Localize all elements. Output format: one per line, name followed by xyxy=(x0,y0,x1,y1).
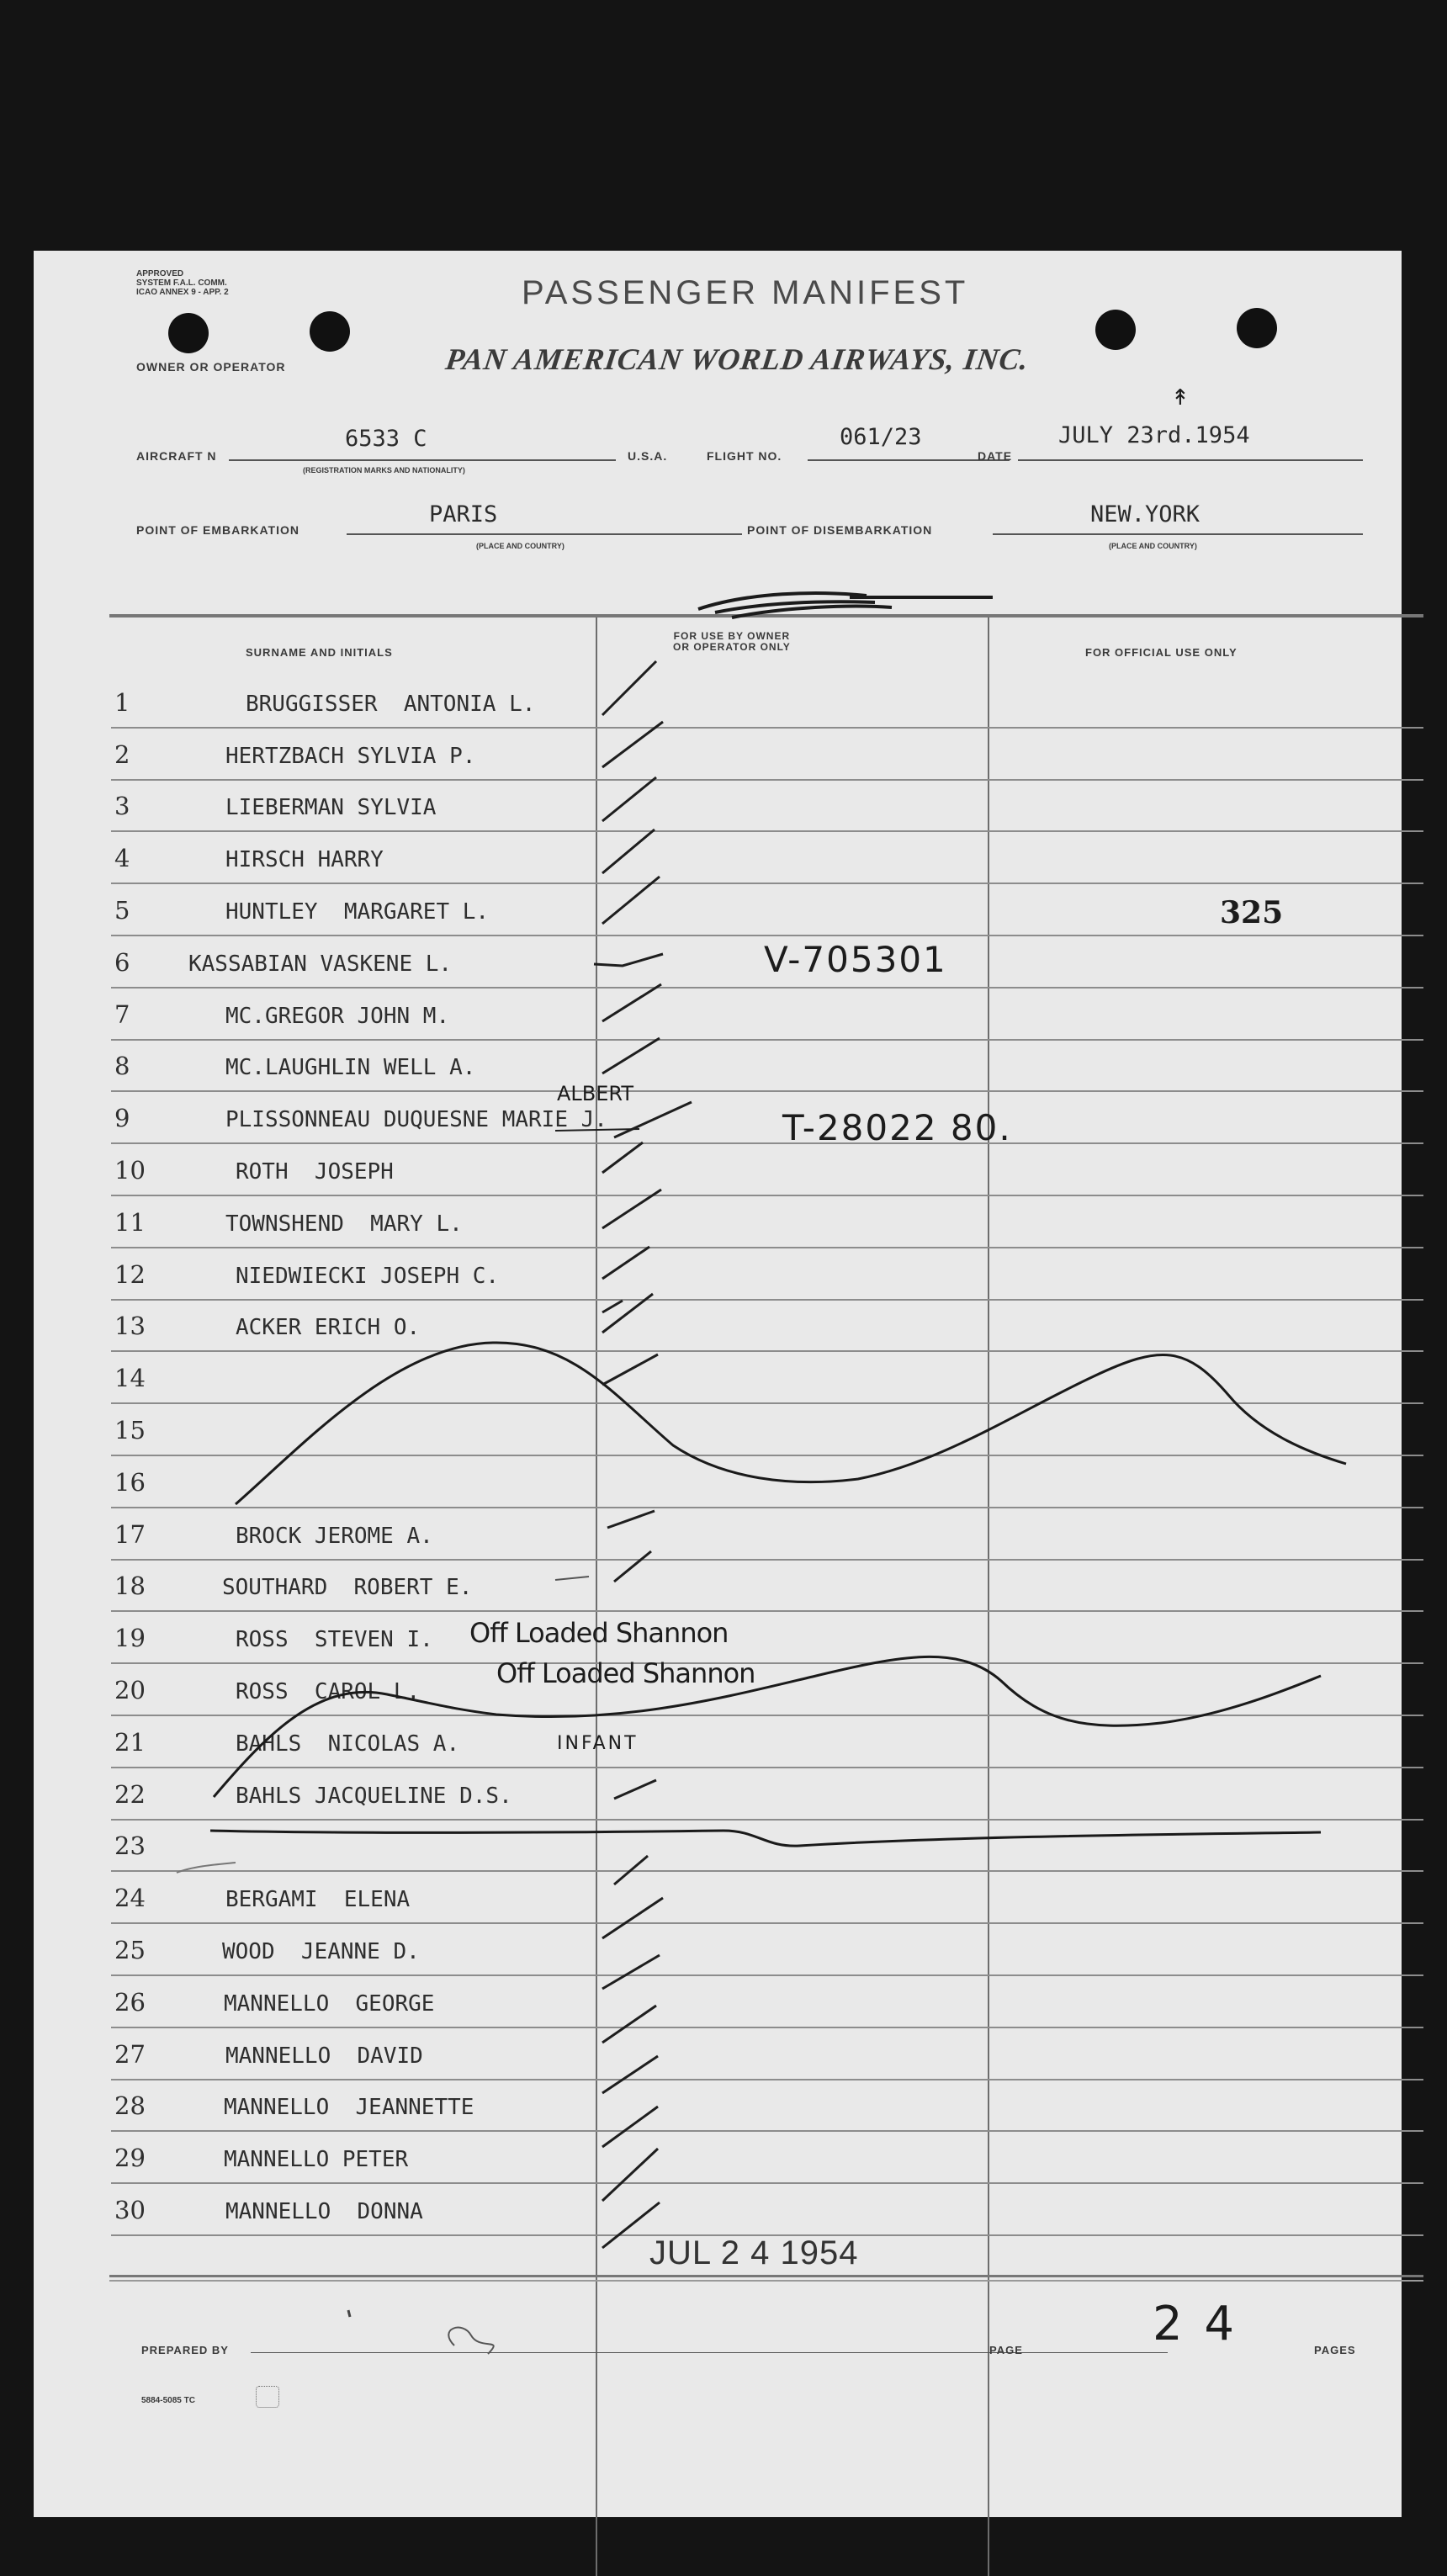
row-number: 17 xyxy=(114,1520,146,1549)
passenger-name: ROSS STEVEN I. xyxy=(236,1627,433,1652)
row-number: 25 xyxy=(114,1936,146,1964)
manifest-sheet xyxy=(34,251,1402,2517)
country-label: U.S.A. xyxy=(628,449,668,463)
passenger-name: TOWNSHEND MARY L. xyxy=(225,1211,463,1237)
row-number: 21 xyxy=(114,1728,146,1757)
row-number: 19 xyxy=(114,1624,146,1652)
embark-value: PARIS xyxy=(429,501,498,527)
passenger-name: MANNELLO DONNA xyxy=(225,2199,423,2224)
passenger-name: MC.GREGOR JOHN M. xyxy=(225,1004,450,1029)
row-number: 15 xyxy=(114,1416,146,1444)
row-number: 4 xyxy=(114,844,130,872)
passenger-name: BAHLS JACQUELINE D.S. xyxy=(236,1784,512,1809)
passenger-name: SOUTHARD ROBERT E. xyxy=(222,1575,473,1600)
check-marks xyxy=(594,661,663,2248)
aircraft-value: 6533 C xyxy=(345,426,427,452)
passenger-name: BAHLS NICOLAS A. xyxy=(236,1731,460,1757)
visa-number-row6: V-705301 xyxy=(764,939,947,980)
form-title: PASSENGER MANIFEST xyxy=(522,274,969,311)
pages-label: PAGES xyxy=(1314,2344,1356,2356)
passenger-name: BERGAMI ELENA xyxy=(225,1887,411,1912)
row-number: 2 xyxy=(114,740,130,769)
void-wave-2 xyxy=(214,1656,1321,1797)
row-number: 28 xyxy=(114,2091,146,2120)
passenger-name: KASSABIAN VASKENE L. xyxy=(188,951,453,977)
aircraft-note: (REGISTRATION MARKS AND NATIONALITY) xyxy=(303,466,465,474)
passenger-name: WOOD JEANNE D. xyxy=(222,1939,420,1964)
date-value: JULY 23rd.1954 xyxy=(1058,422,1250,448)
passenger-name: HUNTLEY MARGARET L. xyxy=(225,899,490,925)
passenger-name: ROTH JOSEPH xyxy=(236,1159,394,1185)
place-note-2: (PLACE AND COUNTRY) xyxy=(1109,542,1197,550)
passenger-name: ROSS CAROL L. xyxy=(236,1679,421,1704)
row-number: 24 xyxy=(114,1884,146,1912)
flight-value: 061/23 xyxy=(840,424,922,450)
row-number: 6 xyxy=(114,948,130,977)
albert-note: ALBERT xyxy=(557,1082,634,1105)
row-number: 3 xyxy=(114,792,130,820)
passenger-name: HERTZBACH SYLVIA P. xyxy=(225,744,476,769)
row-number: 13 xyxy=(114,1312,146,1340)
column-header-official: FOR OFFICIAL USE ONLY xyxy=(1085,646,1238,659)
prepared-underline xyxy=(251,2352,1168,2353)
visa-number-row9: T-28022 80. xyxy=(782,1107,1012,1148)
embark-label: POINT OF EMBARKATION xyxy=(136,523,299,537)
column-header-owner: FOR USE BY OWNER OR OPERATOR ONLY xyxy=(673,630,791,653)
void-line-23 xyxy=(210,1831,1321,1846)
approval-note: APPROVED SYSTEM F.A.L. COMM. ICAO ANNEX 9 - APP. 2 xyxy=(136,269,229,297)
row-number: 9 xyxy=(114,1104,130,1132)
row-number: 5 xyxy=(114,896,130,925)
row-number: 23 xyxy=(114,1831,146,1860)
row-number: 12 xyxy=(114,1260,146,1289)
handwriting-layer xyxy=(34,251,1402,2517)
row-number: 10 xyxy=(114,1156,146,1185)
passenger-name: MANNELLO PETER xyxy=(224,2147,409,2172)
row-number: 8 xyxy=(114,1052,130,1080)
passenger-name: NIEDWIECKI JOSEPH C. xyxy=(236,1264,500,1289)
page-value: 2 4 xyxy=(1153,2297,1238,2351)
handwritten-mark: ↟ xyxy=(1171,385,1190,411)
row-number: 16 xyxy=(114,1468,146,1497)
offloaded-note-20: Off Loaded Shannon xyxy=(496,1657,755,1689)
disembark-value: NEW.YORK xyxy=(1090,501,1201,527)
passenger-name: HIRSCH HARRY xyxy=(225,847,384,872)
row-number: 11 xyxy=(114,1208,146,1237)
offloaded-note-19: Off Loaded Shannon xyxy=(469,1617,729,1649)
aircraft-label: AIRCRAFT N xyxy=(136,449,217,463)
operator-name: PAN AMERICAN WORLD AIRWAYS, INC. xyxy=(443,342,1031,376)
passenger-name: ACKER ERICH O. xyxy=(236,1315,421,1340)
row-number: 30 xyxy=(114,2196,146,2224)
row-number: 22 xyxy=(114,1780,146,1809)
printer-mark xyxy=(256,2386,279,2408)
passenger-name: LIEBERMAN SYLVIA xyxy=(225,795,437,820)
passenger-name: BROCK JEROME A. xyxy=(236,1524,433,1549)
date-label: DATE xyxy=(978,449,1013,463)
infant-note: INFANT xyxy=(557,1733,639,1754)
page-label: PAGE xyxy=(989,2344,1023,2356)
passenger-name: MANNELLO GEORGE xyxy=(224,1991,435,2017)
row-number: 27 xyxy=(114,2040,146,2069)
official-number-325: 325 xyxy=(1220,895,1284,930)
owner-label: OWNER OR OPERATOR xyxy=(136,360,286,374)
passenger-name: PLISSONNEAU DUQUESNE MARIE J. xyxy=(225,1107,607,1132)
row-number: 26 xyxy=(114,1988,146,2017)
passenger-name: MANNELLO JEANNETTE xyxy=(224,2095,474,2120)
passenger-name: MANNELLO DAVID xyxy=(225,2043,423,2069)
passenger-name: MC.LAUGHLIN WELL A. xyxy=(225,1055,476,1080)
void-wave-1 xyxy=(236,1343,1346,1504)
flight-label: FLIGHT NO. xyxy=(707,449,782,463)
form-number: 5884-5085 TC xyxy=(141,2396,195,2405)
row-number: 7 xyxy=(114,1000,130,1029)
column-header-surname: SURNAME AND INITIALS xyxy=(246,646,393,659)
passenger-name: BRUGGISSER ANTONIA L. xyxy=(246,692,536,717)
place-note-1: (PLACE AND COUNTRY) xyxy=(476,542,564,550)
date-stamp: JUL 2 4 1954 xyxy=(649,2234,859,2271)
row-number: 1 xyxy=(114,688,130,717)
disembark-label: POINT OF DISEMBARKATION xyxy=(747,523,933,537)
row-number: 14 xyxy=(114,1364,146,1392)
row-number: 18 xyxy=(114,1572,146,1600)
row-number: 20 xyxy=(114,1676,146,1704)
row-number: 29 xyxy=(114,2144,146,2172)
prepared-label: PREPARED BY xyxy=(141,2344,229,2356)
